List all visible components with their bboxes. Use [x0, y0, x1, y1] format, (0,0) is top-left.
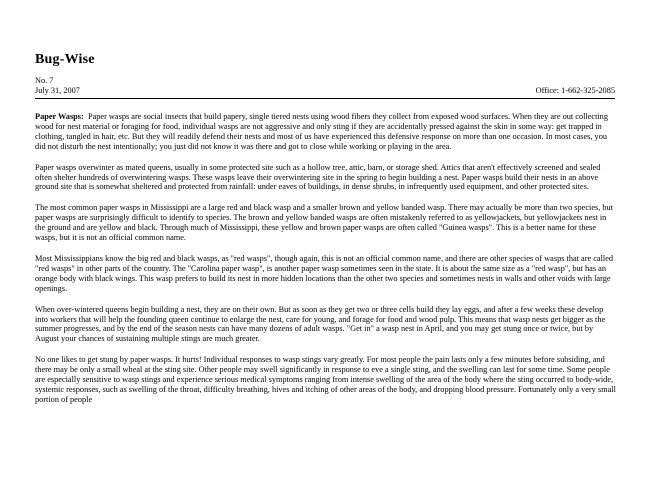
issue-number: No. 7 [35, 76, 54, 85]
article-paragraph [35, 112, 617, 152]
article-paragraph: No one likes to get stung by paper wasps. It hurts! Individual responses to wasp stings vary greatly. For most people the pain lasts only a few minutes before subsiding, and there may be only a small wheal at the sting site. Other people may swell significantly in response to eve a single sting, and the swelling can last for some time. Some people are especially sensitive to wasp stings and experience serious medical symptoms ranging from intense swelling of the area of the body where the sting occurred to body-wide, systemic responses, such as swelling of the throat, difficulty breathing, hives and itching of other areas of the body, and dropping blood pressure. Fortunately only a very small portion of people [35, 355, 616, 404]
issue-meta [35, 76, 615, 96]
article-body [35, 112, 617, 416]
article-paragraph: Paper wasps overwinter as mated queens, usually in some protected site such as a hollow tree, attic, barn, or storage shed. Attics that aren't effectively screened and sealed often shelter hundreds of overwintering wasps. These wasps leave their overwintering site in the spring to begin building a nest. Paper wasps build their nests in an above ground site that is somewhat sheltered and protected from rainfall: under eaves of buildings, in dense shrubs, in infrequently used equipment, and other protected sites. [35, 162, 601, 192]
lead-term: Paper Wasps: [35, 112, 84, 121]
header-divider [35, 98, 615, 99]
newsletter-title: Bug-Wise [35, 52, 95, 67]
office-phone: Office: 1-662-325-2085 [535, 86, 615, 95]
article-paragraph: The most common paper wasps in Mississippi are a large red and black wasp and a smaller brown and yellow banded wasp. There may actually be more than two species, but paper wasps are surprisingly difficult to identify to species. The brown and yellow banded wasps are often mistakenly referred to as yellowjackets, but yellowjackets nest in the ground and are yellow and black. Through much of Mississippi, these yellow and brown paper wasps are often called "Guinea wasps". This is a better name for these wasps, but it is not an official common name. [35, 203, 614, 243]
issue-date: July 31, 2007 [35, 86, 80, 95]
issue-row [35, 76, 615, 86]
article-paragraph: Most Mississippians know the big red and black wasps, as "red wasps", though again, this is not an official common name, and there are other species of wasps that are called "red wasps" in other parts of the country. The "Carolina paper wasp", is another paper wasp sometimes seen in the state. It is about the same size as a "red wasp", but has an orange body with black wings. This wasp prefers to build its nest in more hidden locations than the other two species and sometimes nests in walls and other voids with large openings. [35, 253, 614, 293]
paragraph-text: Paper wasps are social insects that build papery, single tiered nests using wood fibers they collect from exposed wood surfaces. When they are out collecting wood for nest material or foraging for food, individual wasps are not aggressive and only sting if they are accidentally pressed against the skin in some way: get trapped in clothing, tangled in hair, etc. But they will readily defend their nests and most of us have experienced this defensive response on more than one occasion. In most cases, you did not disturb the nest intentionally; you just did not know it was there and got to close while working or playing in the area. [35, 112, 608, 151]
date-row [35, 86, 615, 96]
article-paragraph: When over-wintered queens begin building a nest, they are on their own. But as soon as they get two or three cells build they lay eggs, and after a few weeks these develop into workers that will help the founding queen continue to enlarge the nest, care for young, and forage for food and wood pulp. This means that wasp nests get bigger as the summer progresses, and by the end of the season nests can have many dozens of adult wasps. "Get in" a wasp nest in April, and you may get stung once or twice, but by August your chances of sustaining multiple stings are much greater. [35, 304, 606, 344]
